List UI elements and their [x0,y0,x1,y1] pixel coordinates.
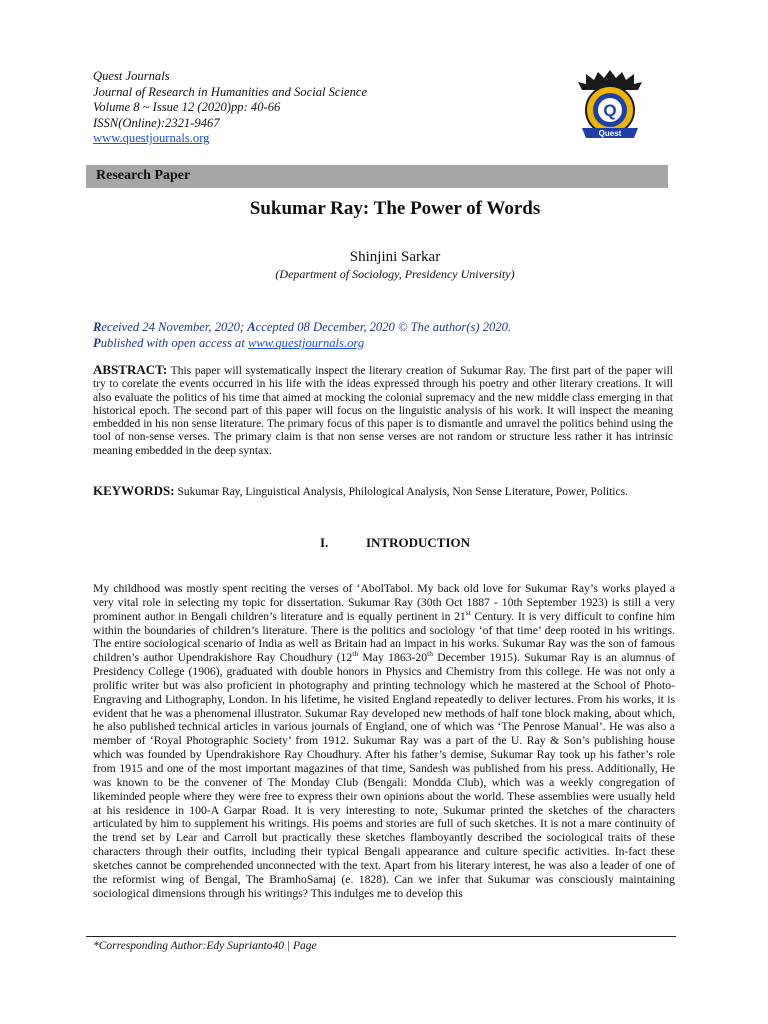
keywords-text: Sukumar Ray, Linguistical Analysis, Philological Analysis, Non Sense Literature, Power, Politics. [177,486,628,498]
footer-divider [86,936,676,937]
abstract-label: ABSTRACT: [93,362,168,377]
quest-journal-logo [570,64,650,144]
journal-full-title: Journal of Research in Humanities and Social Science [93,84,368,99]
journal-issn: ISSN(Online):2321-9467 [93,115,220,130]
received-accepted-info [93,319,693,351]
journal-volume: Volume 8 ~ Issue 12 (2020)pp: 40-66 [93,100,281,115]
author-affiliation: (Department of Sociology, Presidency University) [275,267,515,281]
abstract [93,363,673,458]
keywords [93,484,673,499]
research-paper-label: Research Paper [96,168,191,183]
logo-letter: Q [603,101,617,120]
paper-title: Sukumar Ray: The Power of Words [249,198,541,219]
section-title: INTRODUCTION [365,535,470,550]
open-access-link[interactable]: www.questjournals.org [247,336,365,350]
journal-url-link[interactable]: www.questjournals.org [93,131,210,146]
section-number: I. [319,535,329,550]
footer-corresponding-author: *Corresponding Author:Edy Suprianto40 | Page [93,940,317,952]
journal-name: Quest Journals [93,69,170,83]
logo-banner-text: Quest [598,129,622,138]
keywords-label: KEYWORDS: [93,483,175,498]
published-line: Published with open access at www.questjournals.org [93,336,365,350]
received-line: Received 24 November, 2020; Accepted 08 December, 2020 © The author(s) 2020. [93,320,512,334]
introduction-paragraph: My childhood was mostly spent reciting the verses of ‘AbolTabol. My back old love for Sukumar Ray’s works played a very vital role in selecting my topic for dissertation. Sukumar Ray (30th Oct 1887 - 10th September 1923) is still a very prominent author in Bengali children’s literature and is equally pertinent in 21st Century. It is very difficult to confine him within the boundaries of children’s literature. There is the politics and sociology ‘of that time’ deep rooted in his writings. The entire sociological scenario of India as well as Britain had an impact in his works. Sukumar Ray was the son of famous children’s author Upendrakishore Ray Choudhury (12th May 1863-20th December 1915). Sukumar Ray is an alumnus of Presidency College (1906), graduated with double honors in Physics and Chemistry from this college. He was not only a prolific writer but was also proficient in photography and printing technology which he mastered at the School of Photo-Engraving and Lithography, London. In his lifetime, he visited England repeatedly to deliver lectures. From his works, it is evident that he was a phenomenal illustrator. Sukumar Ray developed new methods of half tone block making, about which, he also published technical articles in various journals of England, one of which was ‘The Penrose Manual’. He was also a member of ‘Royal Photographic Society’ from 1912. Sukumar Ray was a part of the U. Ray & Son’s publishing house which was founded by Upendrakishore Ray Choudhury. After his father’s demise, Sukumar Ray took up his father’s role from 1915 and one of the most important magazines of that time, Sandesh was published from his press. Additionally, He was known to be the convener of The Monday Club (Bengali: Mondda Club), which was a weekly congregation of likeminded people where they were free to express their own opinions about the world. These assemblies were usually held at his residence in 100-A Garpar Road. It is very interesting to note, Sukumar printed the sketches of the characters articulated by him to supplement his writings. His poems and stories are full of such sketches. It is not a mare continuity of the trend set by Lear and Carroll but practically these sketches flamboyantly described the sociological traits of these characters through their outfits, including their typical Bengali appearance and culture specific activities. In-fact these sketches cannot be comprehended unconnected with the text. Apart from his literary interest, he was also a leader of one of the reformist wing of Bengal, The BramhoSamaj (e. 1828). Can we infer that Sukumar was consciously maintaining sociological dimensions through his writings? This indulges me to develop this [93,582,675,900]
journal-header [93,69,513,147]
research-paper-bar [86,165,668,188]
abstract-text: This paper will systematically inspect the literary creation of Sukumar Ray. The first part of the paper will try to corelate the events occurred in his life with the ideas expressed through his poetry and other literary creations. It will also evaluate the politics of his time that aimed at mocking the colonial supremacy and the new middle class emerging in that historical epoch. The second part of this paper will focus on the linguistic analysis of his work. It will inspect the meaning embedded in his non sense literature. The primary focus of this paper is to dismantle and unravel the politics behind using the tool of non-sense verses. The primary claim is that non sense verses are not random or structure less rather it has intrinsic meaning embedded in the deep syntax. [93,365,673,457]
section-heading [86,535,704,551]
author-name: Shinjini Sarkar [349,249,441,265]
